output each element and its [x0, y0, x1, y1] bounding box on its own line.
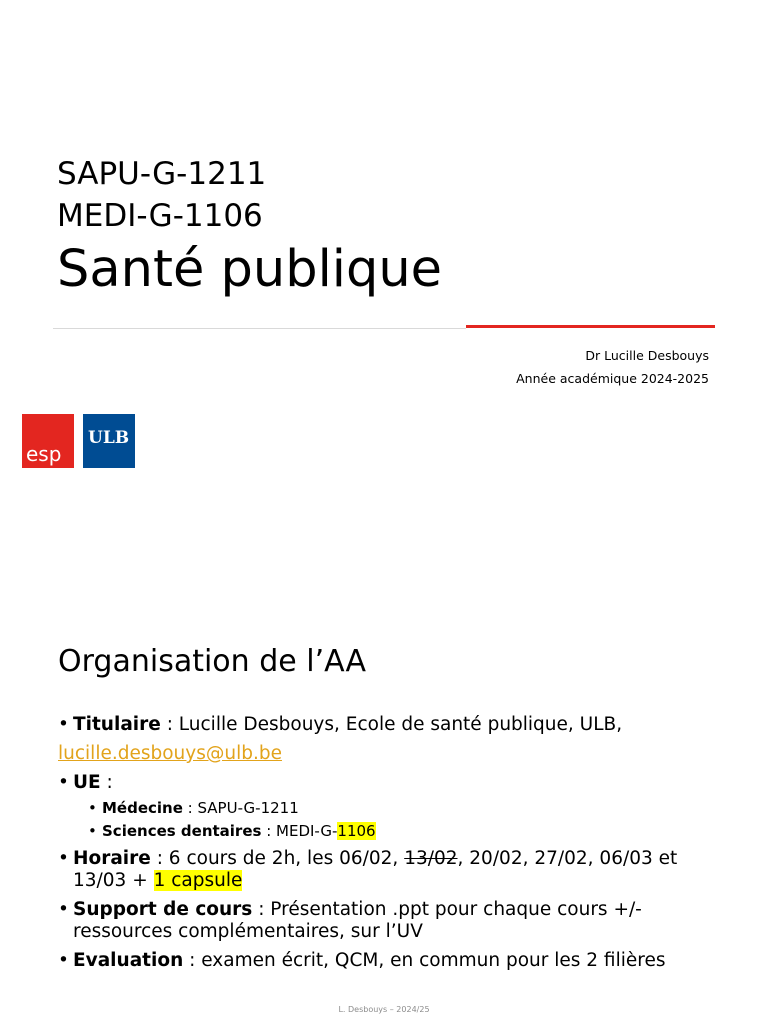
bullet-icon: • [58, 772, 69, 793]
ue-text: : [100, 772, 113, 793]
horaire-capsule-highlight: 1 capsule [153, 870, 243, 891]
page-title: Santé publique [57, 240, 443, 299]
dentaires-label: Sciences dentaires [102, 822, 262, 840]
list-item-horaire [58, 848, 677, 870]
horaire-line2-text: 13/03 + [73, 870, 154, 891]
dentaires-code: : MEDI-G- [261, 822, 338, 840]
bullet-icon: • [58, 714, 69, 735]
divider-red-accent [466, 325, 715, 328]
evaluation-text: : examen écrit, QCM, en commun pour les 2 filières [183, 950, 666, 971]
list-subitem-sciences-dentaires [88, 821, 376, 841]
dentaires-code-highlight: 1106 [337, 822, 376, 840]
horaire-label: Horaire [73, 848, 151, 869]
footer-credit: L. Desbouys – 2024/25 [338, 1005, 430, 1014]
esp-logo [22, 414, 74, 468]
support-label: Support de cours [73, 899, 253, 920]
bullet-icon: • [58, 950, 69, 971]
section-title: Organisation de l’AA [58, 644, 366, 679]
list-item-support [58, 899, 642, 921]
support-line-2: ressources complémentaires, sur l’UV [73, 921, 423, 942]
titulaire-label: Titulaire [73, 714, 161, 735]
list-item-evaluation [58, 950, 665, 972]
medecine-label: Médecine [102, 799, 183, 817]
horaire-text-b: , 20/02, 27/02, 06/03 et [457, 848, 678, 869]
titulaire-email-line [58, 743, 282, 765]
ulb-logo [83, 414, 135, 468]
esp-logo-text: esp [26, 442, 62, 466]
ue-label: UE [73, 772, 101, 793]
bullet-icon: • [58, 848, 69, 869]
evaluation-label: Evaluation [73, 950, 184, 971]
course-code-medi: MEDI-G-1106 [57, 198, 263, 234]
email-link[interactable]: lucille.desbouys@ulb.be [58, 743, 282, 764]
horaire-text-a: : 6 cours de 2h, les 06/02, [150, 848, 405, 869]
course-code-sapu: SAPU-G-1211 [57, 156, 267, 192]
list-item-titulaire [58, 714, 622, 736]
horaire-line-2 [73, 870, 242, 892]
ulb-logo-text: ULB [88, 428, 130, 448]
medecine-code: : SAPU-G-1211 [182, 799, 299, 817]
list-item-ue [58, 772, 113, 794]
horaire-struck-date: 13/02 [404, 848, 458, 869]
author-name: Dr Lucille Desbouys [585, 348, 709, 363]
academic-year: Année académique 2024-2025 [516, 371, 709, 386]
bullet-icon: • [88, 822, 97, 840]
support-text: : Présentation .ppt pour chaque cours +/- [252, 899, 642, 920]
bullet-icon: • [88, 799, 97, 817]
divider-grey [53, 328, 466, 329]
bullet-icon: • [58, 899, 69, 920]
list-subitem-medecine [88, 798, 299, 818]
titulaire-text: : Lucille Desbouys, Ecole de santé publique, ULB, [160, 714, 623, 735]
